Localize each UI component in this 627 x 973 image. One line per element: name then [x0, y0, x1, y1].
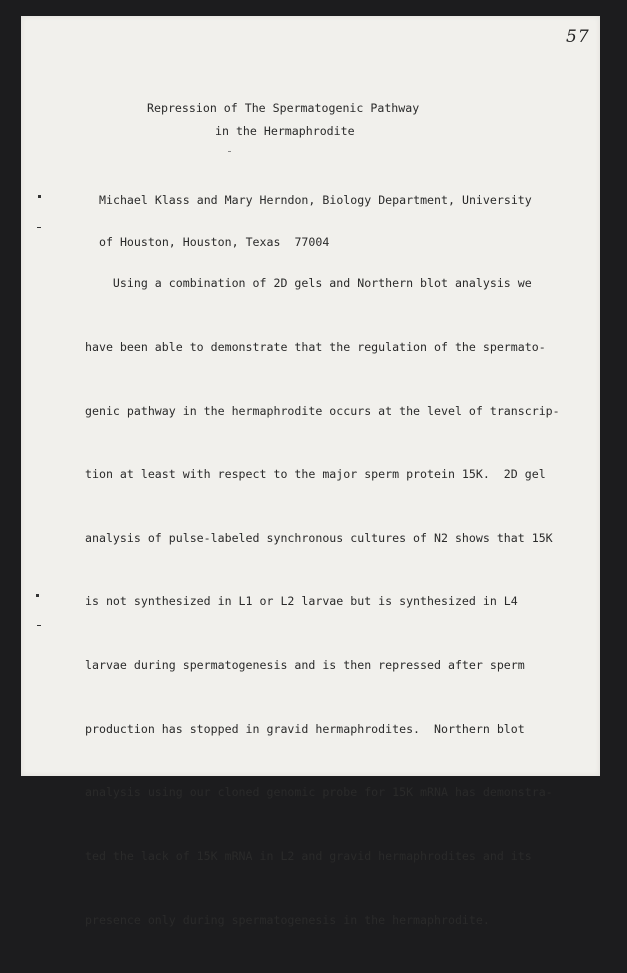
abstract-line: is not synthesized in L1 or L2 larvae but is synthesized in L4 — [85, 594, 518, 609]
author-line-1: Michael Klass and Mary Herndon, Biology Department, University — [99, 193, 532, 207]
title-line-2: in the Hermaphrodite — [215, 124, 355, 138]
abstract-line: larvae during spermatogenesis and is then repressed after sperm — [85, 658, 525, 673]
stray-mark — [228, 151, 231, 152]
margin-mark — [37, 625, 41, 626]
margin-mark — [36, 594, 39, 597]
abstract-line: genic pathway in the hermaphrodite occurs at the level of transcrip- — [85, 403, 560, 418]
abstract-line: tion at least with respect to the major sperm protein 15K. 2D gel — [85, 467, 546, 482]
abstract-line: analysis of pulse-labeled synchronous cultures of N2 shows that 15K — [85, 530, 553, 545]
abstract-body — [85, 231, 560, 973]
abstract-line: ted the lack of 15K mRNA in L2 and gravid hermaphrodites and its — [85, 848, 532, 863]
margin-mark — [38, 195, 41, 198]
margin-mark — [37, 227, 41, 228]
abstract-line: have been able to demonstrate that the regulation of the spermato- — [85, 340, 546, 355]
abstract-line: presence only during spermatogenesis in the hermaphrodite. — [85, 912, 490, 927]
abstract-line: production has stopped in gravid hermaphrodites. Northern blot — [85, 721, 525, 736]
paper-sheet — [21, 16, 600, 927]
title-line-1: Repression of The Spermatogenic Pathway — [147, 101, 420, 115]
abstract-line: analysis using our cloned genomic probe for 15K mRNA has demonstra- — [85, 785, 553, 800]
page-number: 57 — [566, 27, 590, 47]
abstract-line: Using a combination of 2D gels and Northern blot analysis we — [85, 276, 532, 291]
author-line-2: of Houston, Houston, Texas 77004 — [99, 235, 330, 249]
